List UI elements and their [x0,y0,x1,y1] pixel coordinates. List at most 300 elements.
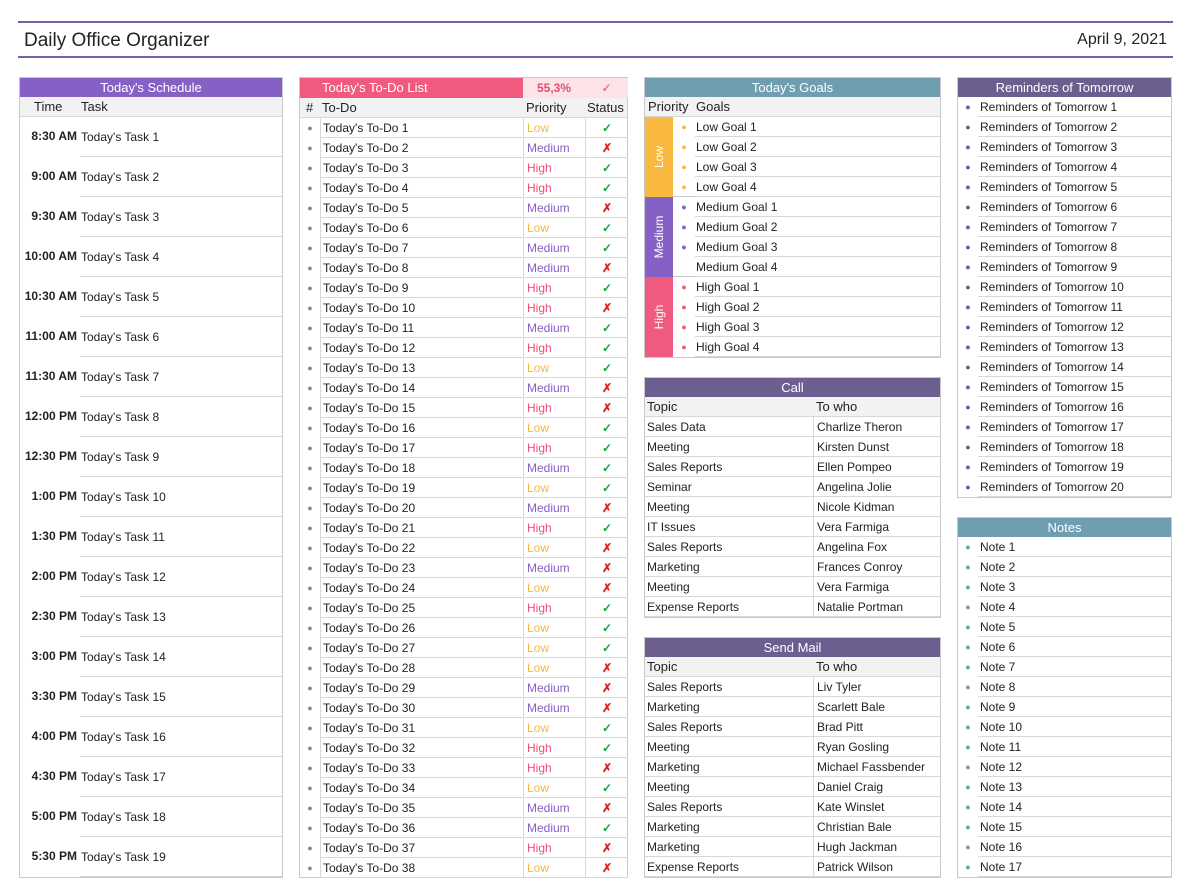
goal-item [673,137,940,157]
call-topic[interactable]: Expense Reports [645,597,813,617]
check-icon[interactable]: ✓ [585,818,628,838]
notes-item [958,697,1171,717]
check-icon[interactable]: ✓ [585,178,628,198]
schedule-task[interactable]: Today's Task 17 [80,757,282,797]
todo-row [300,778,627,798]
todo-priority[interactable]: Medium [523,198,585,218]
todo-header [300,78,627,98]
notes-item [958,777,1171,797]
todo-priority[interactable]: High [523,438,585,458]
goal-text[interactable]: Low Goal 4 [695,177,940,197]
call-row [645,457,940,477]
reminders-item [958,217,1171,237]
call-to-who[interactable]: Charlize Theron [813,417,940,437]
todo-priority[interactable]: Low [523,478,585,498]
top-divider [18,21,1173,23]
notes-text[interactable]: Note 5 [978,617,1171,637]
reminders-text[interactable]: Reminders of Tomorrow 9 [978,257,1171,277]
bullet-icon: ● [965,402,971,412]
todo-text[interactable]: Today's To-Do 16 [320,418,522,438]
bullet-icon: ● [965,382,971,392]
schedule-row [20,277,282,317]
schedule-time: 1:00 PM [31,489,77,503]
mail-title: Send Mail [645,638,940,657]
todo-text[interactable]: Today's To-Do 37 [320,838,522,858]
todo-priority[interactable]: Medium [523,458,585,478]
reminders-item [958,97,1171,117]
call-to-who[interactable]: Angelina Fox [813,537,940,557]
reminders-item [958,457,1171,477]
notes-text[interactable]: Note 11 [978,737,1171,757]
todo-text[interactable]: Today's To-Do 21 [320,518,522,538]
todo-text[interactable]: Today's To-Do 18 [320,458,522,478]
mail-topic[interactable]: Meeting [645,777,813,797]
cross-icon[interactable]: ✗ [585,138,628,158]
todo-text[interactable]: Today's To-Do 7 [320,238,522,258]
todo-text[interactable]: Today's To-Do 9 [320,278,522,298]
schedule-task[interactable]: Today's Task 15 [80,677,282,717]
bullet-icon: ● [307,823,313,833]
todo-priority[interactable]: High [523,298,585,318]
todo-priority[interactable]: High [523,338,585,358]
reminders-text[interactable]: Reminders of Tomorrow 18 [978,437,1171,457]
schedule-rows [20,117,282,877]
reminders-text[interactable]: Reminders of Tomorrow 10 [978,277,1171,297]
todo-text[interactable]: Today's To-Do 17 [320,438,522,458]
reminders-text[interactable]: Reminders of Tomorrow 12 [978,317,1171,337]
reminders-text[interactable]: Reminders of Tomorrow 4 [978,157,1171,177]
check-icon[interactable]: ✓ [585,418,628,438]
column-goals: Goals [696,99,730,114]
bullet-icon: ● [965,202,971,212]
check-icon[interactable]: ✓ [585,738,628,758]
schedule-time: 10:00 AM [24,249,77,263]
mail-column-header [645,657,940,677]
call-topic[interactable]: IT Issues [645,517,813,537]
mail-topic[interactable]: Sales Reports [645,677,813,697]
todo-text[interactable]: Today's To-Do 31 [320,718,522,738]
check-icon[interactable]: ✓ [585,158,628,178]
call-topic[interactable]: Meeting [645,577,813,597]
goal-item [673,117,940,137]
check-icon[interactable]: ✓ [585,318,628,338]
todo-text[interactable]: Today's To-Do 25 [320,598,522,618]
notes-text[interactable]: Note 3 [978,577,1171,597]
mail-row [645,777,940,797]
todo-priority[interactable]: Medium [523,238,585,258]
todo-priority[interactable]: Medium [523,378,585,398]
bullet-icon: ● [965,142,971,152]
bullet-icon: ● [965,722,971,732]
schedule-title: Today's Schedule [20,78,282,97]
reminders-text[interactable]: Reminders of Tomorrow 8 [978,237,1171,257]
todo-text[interactable]: Today's To-Do 19 [320,478,522,498]
bullet-icon: ● [965,842,971,852]
schedule-time: 12:30 PM [24,449,77,463]
schedule-task[interactable]: Today's Task 4 [80,237,282,277]
reminders-text[interactable]: Reminders of Tomorrow 5 [978,177,1171,197]
reminders-item [958,297,1171,317]
schedule-task[interactable]: Today's Task 6 [80,317,282,357]
todo-priority[interactable]: Low [523,218,585,238]
schedule-task[interactable]: Today's Task 10 [80,477,282,517]
cross-icon[interactable]: ✗ [585,758,628,778]
schedule-task[interactable]: Today's Task 14 [80,637,282,677]
todo-priority[interactable]: Medium [523,798,585,818]
note-rows [958,537,1171,877]
call-topic[interactable]: Marketing [645,557,813,577]
bullet-icon: ● [307,643,313,653]
todo-priority[interactable]: Low [523,358,585,378]
todo-priority[interactable]: Medium [523,498,585,518]
schedule-time: 1:30 PM [31,529,77,543]
todo-priority[interactable]: High [523,278,585,298]
cross-icon[interactable]: ✗ [585,798,628,818]
schedule-task[interactable]: Today's Task 9 [80,437,282,477]
notes-panel [957,517,1172,878]
todo-priority[interactable]: Medium [523,258,585,278]
todo-text[interactable]: Today's To-Do 1 [320,118,522,138]
mail-to-who[interactable]: Scarlett Bale [813,697,940,717]
schedule-row [20,477,282,517]
cross-icon[interactable]: ✗ [585,838,628,858]
todo-row [300,498,627,518]
check-icon[interactable]: ✓ [585,478,628,498]
reminders-text[interactable]: Reminders of Tomorrow 6 [978,197,1171,217]
reminders-text[interactable]: Reminders of Tomorrow 15 [978,377,1171,397]
todo-priority[interactable]: Low [523,718,585,738]
todo-priority[interactable]: High [523,758,585,778]
bullet-icon: ● [965,122,971,132]
todo-priority[interactable]: High [523,738,585,758]
todo-completion-percent: 55,3% [523,78,585,98]
todo-priority[interactable]: Low [523,538,585,558]
check-icon[interactable]: ✓ [585,718,628,738]
notes-text[interactable]: Note 9 [978,697,1171,717]
call-to-who[interactable]: Kirsten Dunst [813,437,940,457]
reminders-text[interactable]: Reminders of Tomorrow 16 [978,397,1171,417]
todo-priority[interactable]: High [523,398,585,418]
mail-to-who[interactable]: Liv Tyler [813,677,940,697]
mail-topic[interactable]: Sales Reports [645,717,813,737]
notes-item [958,797,1171,817]
goal-text[interactable]: Low Goal 1 [695,117,940,137]
goal-text[interactable]: Low Goal 2 [695,137,940,157]
check-icon[interactable]: ✓ [585,518,628,538]
todo-text[interactable]: Today's To-Do 11 [320,318,522,338]
check-icon[interactable]: ✓ [585,238,628,258]
bullet-icon: ● [965,282,971,292]
schedule-time: 9:00 AM [31,169,77,183]
bullet-icon: ● [965,762,971,772]
todo-text[interactable]: Today's To-Do 15 [320,398,522,418]
todo-text[interactable]: Today's To-Do 23 [320,558,522,578]
schedule-task[interactable]: Today's Task 13 [80,597,282,637]
todo-priority[interactable]: High [523,598,585,618]
cross-icon[interactable]: ✗ [585,578,628,598]
call-row [645,417,940,437]
todo-text[interactable]: Today's To-Do 24 [320,578,522,598]
bullet-icon: ● [307,803,313,813]
todo-text[interactable]: Today's To-Do 29 [320,678,522,698]
schedule-row [20,437,282,477]
reminders-item [958,137,1171,157]
todo-priority[interactable]: Low [523,618,585,638]
todo-text[interactable]: Today's To-Do 10 [320,298,522,318]
check-icon[interactable]: ✓ [585,458,628,478]
todo-row [300,798,627,818]
cross-icon[interactable]: ✗ [585,498,628,518]
reminders-text[interactable]: Reminders of Tomorrow 20 [978,477,1171,497]
bullet-icon: ● [965,802,971,812]
todo-text[interactable]: Today's To-Do 32 [320,738,522,758]
todo-text[interactable]: Today's To-Do 12 [320,338,522,358]
mail-topic[interactable]: Sales Reports [645,797,813,817]
schedule-task[interactable]: Today's Task 18 [80,797,282,837]
check-icon[interactable]: ✓ [585,778,628,798]
check-icon[interactable]: ✓ [585,598,628,618]
schedule-task[interactable]: Today's Task 11 [80,517,282,557]
todo-row [300,518,627,538]
check-icon[interactable]: ✓ [585,618,628,638]
todo-text[interactable]: Today's To-Do 4 [320,178,522,198]
notes-text[interactable]: Note 6 [978,637,1171,657]
reminders-text[interactable]: Reminders of Tomorrow 1 [978,97,1171,117]
todo-priority[interactable]: Low [523,778,585,798]
goal-text[interactable]: High Goal 3 [695,317,940,337]
notes-text[interactable]: Note 16 [978,837,1171,857]
todo-priority[interactable]: High [523,518,585,538]
todo-text[interactable]: Today's To-Do 36 [320,818,522,838]
check-icon[interactable]: ✓ [585,358,628,378]
todo-text[interactable]: Today's To-Do 22 [320,538,522,558]
page-date: April 9, 2021 [1077,31,1167,48]
goal-text[interactable]: High Goal 2 [695,297,940,317]
mail-to-who[interactable]: Michael Fassbender [813,757,940,777]
todo-text[interactable]: Today's To-Do 33 [320,758,522,778]
todo-text[interactable]: Today's To-Do 8 [320,258,522,278]
todo-priority[interactable]: Low [523,578,585,598]
bullet-icon: ● [307,843,313,853]
call-to-who[interactable]: Natalie Portman [813,597,940,617]
todo-text[interactable]: Today's To-Do 34 [320,778,522,798]
todo-priority[interactable]: Medium [523,678,585,698]
bullet-icon: ● [307,263,313,273]
check-icon[interactable]: ✓ [585,218,628,238]
schedule-task[interactable]: Today's Task 3 [80,197,282,237]
mail-to-who[interactable]: Kate Winslet [813,797,940,817]
bullet-icon: ● [965,462,971,472]
mail-topic[interactable]: Marketing [645,837,813,857]
schedule-task[interactable]: Today's Task 12 [80,557,282,597]
todo-priority[interactable]: High [523,178,585,198]
schedule-task[interactable]: Today's Task 1 [80,117,282,157]
todo-text[interactable]: Today's To-Do 13 [320,358,522,378]
call-column-header [645,397,940,417]
call-topic[interactable]: Meeting [645,437,813,457]
schedule-task[interactable]: Today's Task 19 [80,837,282,877]
cross-icon[interactable]: ✗ [585,678,628,698]
bullet-icon: ● [307,863,313,873]
reminders-item [958,257,1171,277]
mail-to-who[interactable]: Daniel Craig [813,777,940,797]
mail-to-who[interactable]: Hugh Jackman [813,837,940,857]
bullet-icon: ● [965,182,971,192]
bullet-icon: ● [307,583,313,593]
bullet-icon: ● [307,543,313,553]
notes-text[interactable]: Note 2 [978,557,1171,577]
reminders-text[interactable]: Reminders of Tomorrow 14 [978,357,1171,377]
todo-text[interactable]: Today's To-Do 27 [320,638,522,658]
goal-priority-bar [645,197,673,277]
goal-text[interactable]: High Goal 1 [695,277,940,297]
column-priority: Priority [648,99,689,114]
cross-icon[interactable]: ✗ [585,698,628,718]
notes-text[interactable]: Note 15 [978,817,1171,837]
todo-priority[interactable]: High [523,838,585,858]
todo-text[interactable]: Today's To-Do 38 [320,858,522,878]
todo-text[interactable]: Today's To-Do 30 [320,698,522,718]
todo-priority[interactable]: Medium [523,818,585,838]
notes-text[interactable]: Note 13 [978,777,1171,797]
bullet-icon: ● [681,322,687,332]
todo-text[interactable]: Today's To-Do 20 [320,498,522,518]
notes-text[interactable]: Note 17 [978,857,1171,877]
todo-text[interactable]: Today's To-Do 14 [320,378,522,398]
todo-text[interactable]: Today's To-Do 26 [320,618,522,638]
check-icon[interactable]: ✓ [585,118,628,138]
goal-text[interactable]: Medium Goal 2 [695,217,940,237]
mail-topic[interactable]: Expense Reports [645,857,813,877]
mail-panel [644,637,941,878]
todo-priority[interactable]: Low [523,418,585,438]
bullet-icon: ● [681,222,687,232]
call-topic[interactable]: Sales Reports [645,537,813,557]
bullet-icon: ● [307,783,313,793]
call-to-who[interactable]: Vera Farmiga [813,517,940,537]
call-row [645,557,940,577]
cross-icon[interactable]: ✗ [585,198,628,218]
cross-icon[interactable]: ✗ [585,298,628,318]
bullet-icon: ● [307,283,313,293]
check-icon[interactable]: ✓ [585,638,628,658]
todo-text[interactable]: Today's To-Do 5 [320,198,522,218]
notes-text[interactable]: Note 4 [978,597,1171,617]
call-to-who[interactable]: Angelina Jolie [813,477,940,497]
cross-icon[interactable]: ✗ [585,258,628,278]
mail-topic[interactable]: Meeting [645,737,813,757]
todo-text[interactable]: Today's To-Do 3 [320,158,522,178]
reminders-text[interactable]: Reminders of Tomorrow 3 [978,137,1171,157]
reminders-text[interactable]: Reminders of Tomorrow 19 [978,457,1171,477]
cross-icon[interactable]: ✗ [585,378,628,398]
todo-priority[interactable]: Low [523,658,585,678]
mail-topic[interactable]: Marketing [645,817,813,837]
call-to-who[interactable]: Frances Conroy [813,557,940,577]
todo-priority[interactable]: Medium [523,318,585,338]
notes-text[interactable]: Note 7 [978,657,1171,677]
cross-icon[interactable]: ✗ [585,538,628,558]
cross-icon[interactable]: ✗ [585,858,628,878]
notes-text[interactable]: Note 14 [978,797,1171,817]
todo-priority[interactable]: Medium [523,558,585,578]
schedule-task[interactable]: Today's Task 7 [80,357,282,397]
cross-icon[interactable]: ✗ [585,658,628,678]
goal-text[interactable]: High Goal 4 [695,337,940,357]
goal-priority-bar [645,277,673,357]
todo-text[interactable]: Today's To-Do 35 [320,798,522,818]
goal-text[interactable]: Medium Goal 4 [695,257,940,277]
call-topic[interactable]: Meeting [645,497,813,517]
todo-priority[interactable]: Medium [523,138,585,158]
schedule-time: 5:00 PM [31,809,77,823]
goal-text[interactable]: Low Goal 3 [695,157,940,177]
mail-topic[interactable]: Marketing [645,757,813,777]
schedule-task[interactable]: Today's Task 16 [80,717,282,757]
check-icon[interactable]: ✓ [585,338,628,358]
reminders-text[interactable]: Reminders of Tomorrow 11 [978,297,1171,317]
call-topic[interactable]: Sales Data [645,417,813,437]
todo-row [300,358,627,378]
reminders-text[interactable]: Reminders of Tomorrow 13 [978,337,1171,357]
mail-to-who[interactable]: Brad Pitt [813,717,940,737]
mail-topic[interactable]: Marketing [645,697,813,717]
notes-text[interactable]: Note 8 [978,677,1171,697]
check-icon[interactable]: ✓ [585,278,628,298]
schedule-task[interactable]: Today's Task 5 [80,277,282,317]
reminders-text[interactable]: Reminders of Tomorrow 7 [978,217,1171,237]
cross-icon[interactable]: ✗ [585,398,628,418]
goal-text[interactable]: Medium Goal 3 [695,237,940,257]
bullet-icon: ● [965,302,971,312]
todo-text[interactable]: Today's To-Do 2 [320,138,522,158]
call-topic[interactable]: Seminar [645,477,813,497]
goal-text[interactable]: Medium Goal 1 [695,197,940,217]
mail-to-who[interactable]: Patrick Wilson [813,857,940,877]
cross-icon[interactable]: ✗ [585,558,628,578]
todo-priority[interactable]: High [523,158,585,178]
reminders-text[interactable]: Reminders of Tomorrow 17 [978,417,1171,437]
todo-row [300,818,627,838]
mail-to-who[interactable]: Christian Bale [813,817,940,837]
notes-text[interactable]: Note 12 [978,757,1171,777]
call-to-who[interactable]: Ellen Pompeo [813,457,940,477]
reminders-text[interactable]: Reminders of Tomorrow 2 [978,117,1171,137]
call-row [645,497,940,517]
notes-text[interactable]: Note 1 [978,537,1171,557]
notes-item [958,657,1171,677]
todo-priority[interactable]: Low [523,638,585,658]
call-topic[interactable]: Sales Reports [645,457,813,477]
schedule-task[interactable]: Today's Task 2 [80,157,282,197]
call-to-who[interactable]: Vera Farmiga [813,577,940,597]
todo-text[interactable]: Today's To-Do 6 [320,218,522,238]
call-row [645,537,940,557]
mail-to-who[interactable]: Ryan Gosling [813,737,940,757]
reminders-item [958,237,1171,257]
todo-row [300,718,627,738]
bullet-icon: ● [307,663,313,673]
todo-row [300,238,627,258]
schedule-task[interactable]: Today's Task 8 [80,397,282,437]
todo-priority[interactable]: Low [523,118,585,138]
notes-text[interactable]: Note 10 [978,717,1171,737]
todo-priority[interactable]: Low [523,858,585,878]
check-icon[interactable]: ✓ [585,438,628,458]
call-to-who[interactable]: Nicole Kidman [813,497,940,517]
todo-priority[interactable]: Medium [523,698,585,718]
todo-text[interactable]: Today's To-Do 28 [320,658,522,678]
